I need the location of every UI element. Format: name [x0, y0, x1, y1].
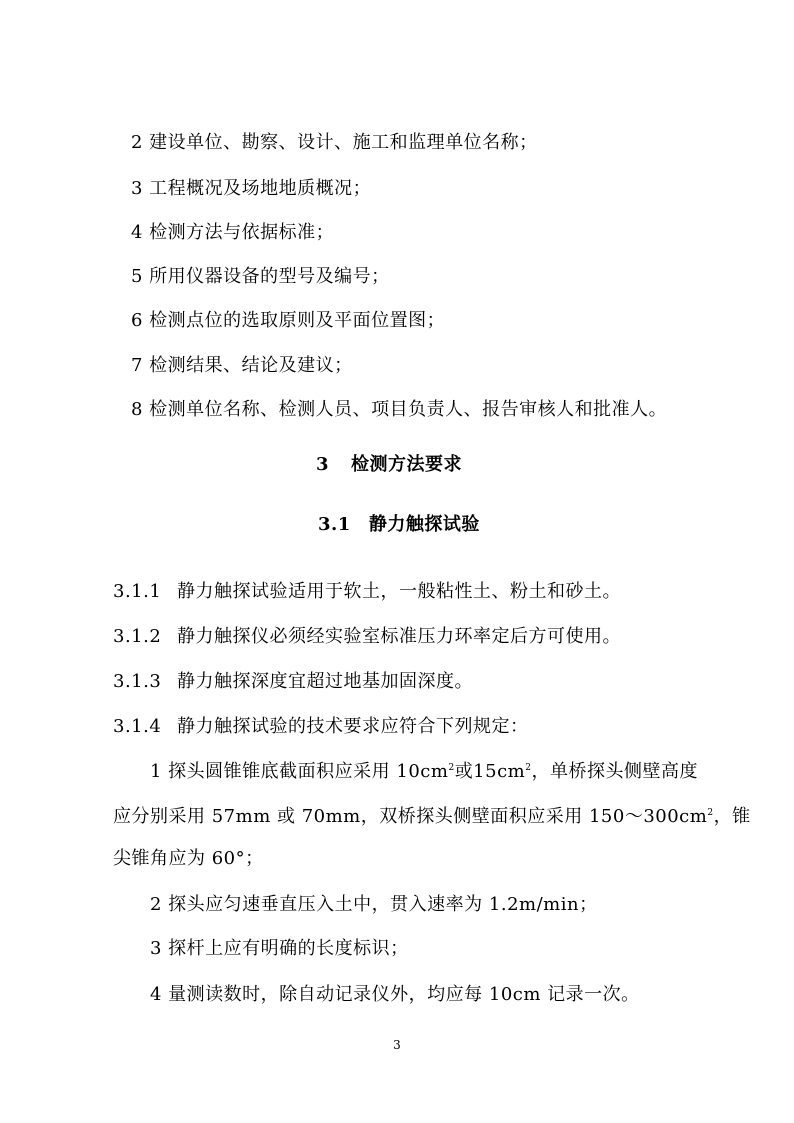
clause-text: 静力触探深度宜超过地基加固深度。 [177, 671, 473, 692]
clause-text: 静力触探仪必须经实验室标准压力环率定后方可使用。 [177, 626, 621, 647]
list-item: 5 所用仪器设备的型号及编号； [131, 266, 390, 287]
section-title: 检测方法要求 [351, 454, 463, 475]
sub-item: 2 探头应匀速垂直压入土中，贯入速率为 1.2m/min； [150, 894, 598, 915]
sub-item-text: 应分别采用 57mm 或 70mm，双桥探头侧壁面积应采用 150～300cm [113, 806, 708, 827]
list-item: 6 检测点位的选取原则及平面位置图； [131, 310, 446, 331]
clause-text: 静力触探试验的技术要求应符合下列规定： [177, 716, 529, 737]
clause [113, 625, 621, 649]
subsection-title: 静力触探试验 [368, 514, 480, 535]
section-number: 3 [316, 454, 330, 475]
page-number: 3 [393, 1038, 401, 1052]
subsection-number: 3.1 [318, 514, 351, 535]
section-heading [316, 453, 462, 477]
sub-item-text: 1 探头圆锥锥底截面积应采用 10cm [150, 761, 449, 782]
list-item: 7 检测结果、结论及建议； [131, 355, 353, 376]
clause-text: 静力触探试验适用于软土，一般粘性土、粉土和砂土。 [177, 581, 621, 602]
sub-item-text: ，单桥探头侧壁高度 [531, 761, 698, 782]
superscript: 2 [448, 763, 455, 773]
list-item: 8 检测单位名称、检测人员、项目负责人、报告审核人和批准人。 [131, 399, 668, 420]
sub-item-text: ，锥 [713, 806, 751, 827]
clause-number: 3.1.1 [113, 581, 162, 602]
superscript: 2 [525, 763, 532, 773]
list-item: 4 检测方法与依据标准； [131, 222, 335, 243]
clause [113, 580, 621, 604]
clause [113, 715, 529, 739]
subsection-heading [318, 513, 480, 537]
clause-number: 3.1.3 [113, 671, 162, 692]
sub-item-text: 或15cm [454, 761, 526, 782]
sub-item: 3 探杆上应有明确的长度标识； [150, 938, 409, 959]
sub-item-continuation: 尖锥角应为 60°； [113, 848, 264, 869]
superscript: 2 [707, 808, 714, 818]
list-item: 3 工程概况及场地地质概况； [131, 178, 372, 199]
sub-item [150, 760, 698, 784]
sub-item-continuation [113, 805, 751, 829]
clause [113, 670, 473, 694]
clause-number: 3.1.2 [113, 626, 162, 647]
sub-item: 4 量测读数时，除自动记录仪外，均应每 10cm 记录一次。 [150, 984, 640, 1005]
clause-number: 3.1.4 [113, 716, 162, 737]
list-item: 2 建设单位、勘察、设计、施工和监理单位名称； [131, 132, 538, 153]
